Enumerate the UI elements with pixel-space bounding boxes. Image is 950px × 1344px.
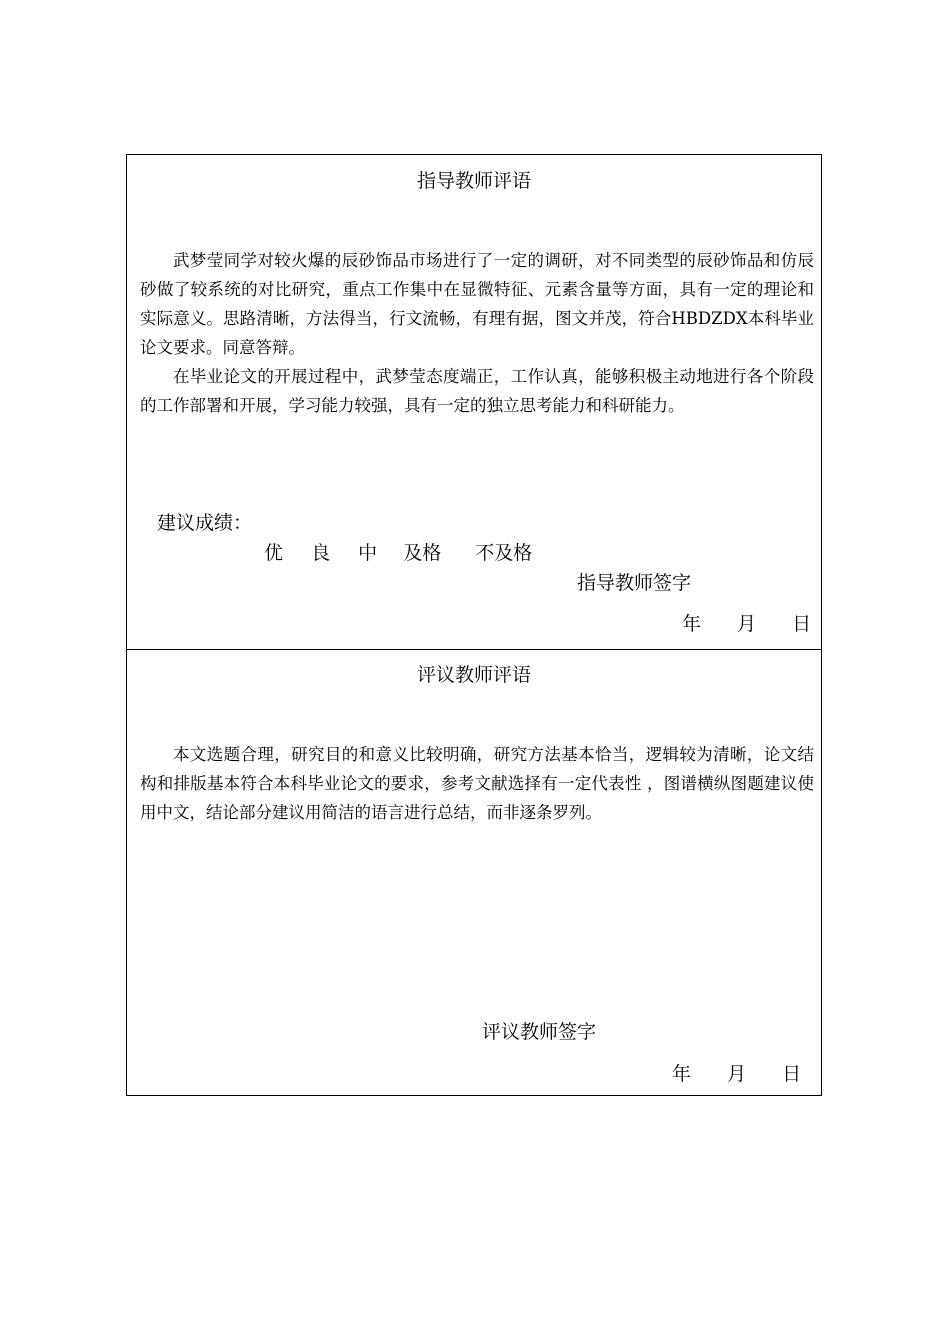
grade-option-fail: 不及格 [475,542,533,564]
grade-option-good: 良 [311,542,331,564]
reviewer-comment-text [140,740,814,827]
reviewer-date-year: 年 [672,1063,692,1085]
advisor-signature-label: 指导教师签字 [577,572,692,594]
reviewer-paragraph-1: 本文选题合理，研究目的和意义比较明确，研究方法基本恰当，逻辑较为清晰，论文结构和排版基本符合本科毕业论文的要求，参考文献选择有一定代表性 ，图谱横纵图题建议使用中文，结论部分建议用简洁的语言进行总结，而非逐条罗列。 [140,745,814,822]
advisor-paragraph-1: 武梦莹同学对较火爆的辰砂饰品市场进行了一定的调研，对不同类型的辰砂饰品和仿辰砂做了较系统的对比研究，重点工作集中在显微特征、元素含量等方面，具有一定的理论和实际意义。思路清晰，方法得当，行文流畅，有理有据，图文并茂，符合HBDZDX本科毕业论文要求。同意答辩。 [140,251,814,357]
evaluation-form [126,154,822,1096]
advisor-date [682,612,811,636]
advisor-date-day: 日 [792,613,812,635]
grade-option-medium: 中 [358,542,378,564]
reviewer-signature-label: 评议教师签字 [482,1021,597,1043]
advisor-comment-section [127,155,821,649]
advisor-comment-text [140,246,814,420]
advisor-section-title: 指导教师评语 [416,170,531,192]
reviewer-date-month: 月 [727,1063,747,1085]
grade-option-pass: 及格 [403,542,442,564]
advisor-paragraph-2: 在毕业论文的开展过程中，武梦莹态度端正，工作认真，能够积极主动地进行各个阶段的工作部署和开展，学习能力较强，具有一定的独立思考能力和科研能力。 [140,367,814,415]
grade-option-excellent: 优 [264,542,284,564]
advisor-date-month: 月 [737,613,757,635]
advisor-date-year: 年 [682,613,702,635]
reviewer-date [672,1062,801,1086]
grade-options [264,541,532,565]
suggested-grade-label: 建议成绩： [157,512,253,534]
reviewer-section-title: 评议教师评语 [416,664,531,686]
reviewer-date-day: 日 [782,1063,802,1085]
reviewer-comment-section [127,649,821,1095]
